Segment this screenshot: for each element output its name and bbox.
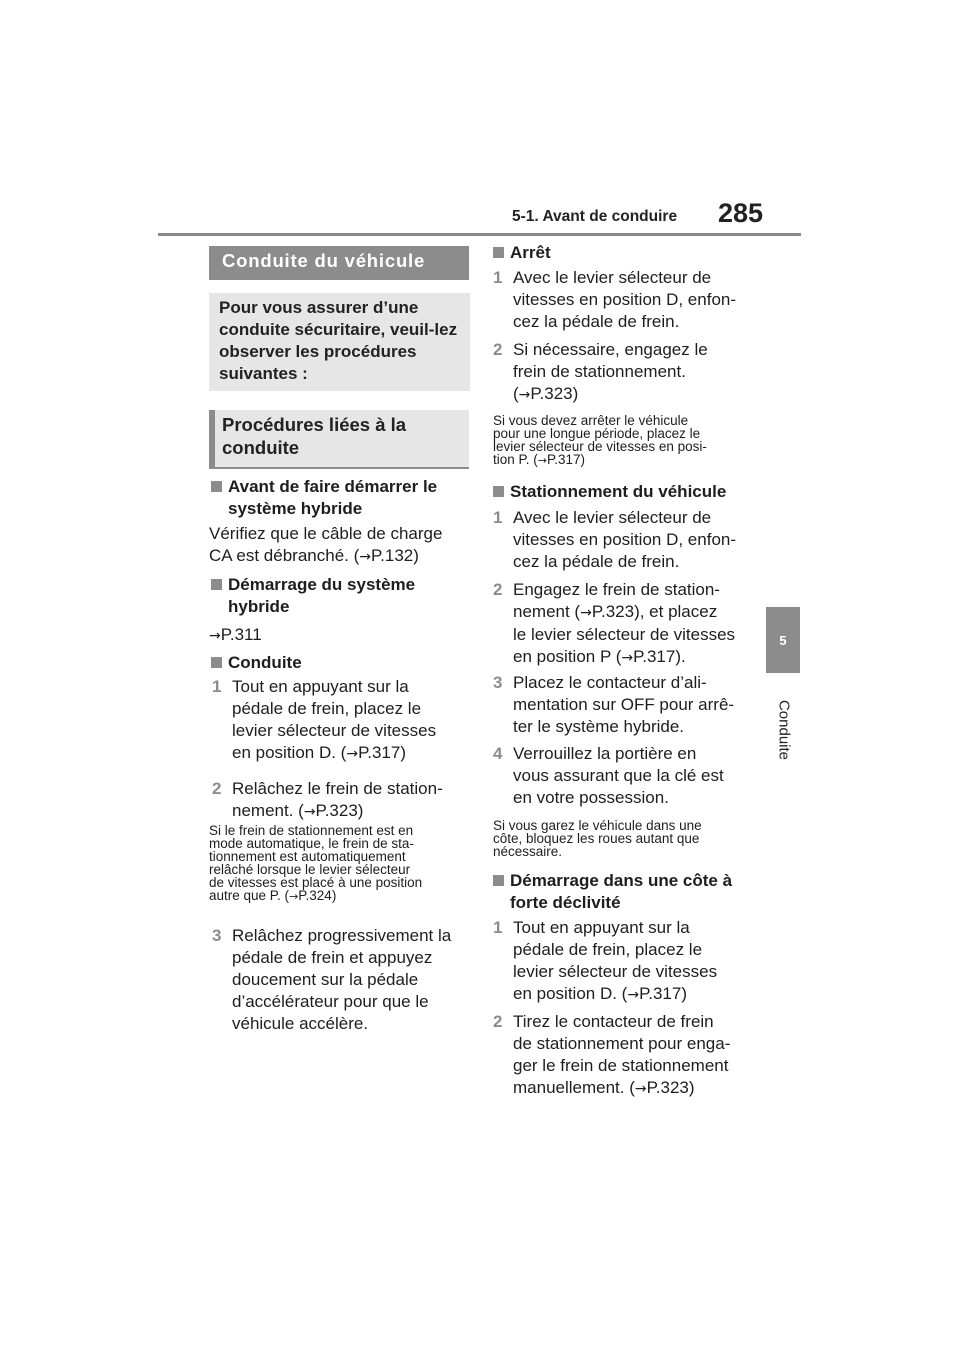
square-bullet-icon (211, 579, 222, 590)
page-reference[interactable]: P.317) (547, 452, 586, 467)
step (493, 339, 758, 407)
text-line: d’accélérateur pour que le (232, 992, 429, 1011)
chapter-number: 5 (779, 632, 787, 648)
subtitle-accent-bar (209, 410, 215, 468)
text-line: Avec le levier sélecteur de (513, 268, 712, 287)
page-reference[interactable]: P.317). (633, 647, 686, 666)
note-line: de vitesses est placé à une position (209, 875, 423, 890)
section-heading (510, 870, 760, 914)
section-heading (228, 652, 468, 674)
section-heading-text: Démarrage dans une côte à forte déclivité (510, 871, 733, 912)
step-number: 2 (493, 580, 503, 599)
step (493, 579, 758, 669)
step-number: 2 (493, 340, 503, 359)
text-line: vitesses en position D, enfon- (513, 530, 737, 549)
step-number: 4 (493, 744, 503, 763)
page-reference[interactable]: P.324) (298, 888, 337, 903)
text-line: Placez le contacteur d’ali- (513, 673, 707, 692)
page-reference[interactable]: P.317) (358, 743, 406, 762)
square-bullet-icon (493, 486, 504, 497)
arrow-right-icon: → (303, 804, 316, 820)
text-line: manuellement. (→P.323) (513, 1078, 695, 1097)
page-number: 285 (718, 198, 764, 228)
step-number: 3 (212, 926, 222, 945)
text-line: véhicule accélère. (232, 1014, 369, 1033)
square-bullet-icon (493, 247, 504, 258)
note-line: Si vous garez le véhicule dans une (493, 818, 702, 833)
note (493, 414, 707, 467)
main-title: Conduite du véhicule (209, 246, 469, 280)
page-reference[interactable]: P.323) (646, 1078, 695, 1097)
step-number: 2 (212, 779, 222, 798)
step-number: 1 (493, 268, 503, 287)
step (212, 676, 472, 768)
text-line: levier sélecteur de vitesses (232, 721, 437, 740)
page-reference[interactable]: P.323) (530, 384, 579, 403)
page-reference[interactable]: P.323), et placez (591, 602, 718, 621)
text-line: cez la pédale de frein. (513, 312, 680, 331)
section-heading (228, 574, 468, 618)
header-divider (158, 233, 801, 236)
text-line: Si nécessaire, engagez le (513, 340, 708, 359)
arrow-right-icon: → (518, 387, 531, 403)
step (212, 925, 472, 1037)
text-line: mentation sur OFF pour arrê- (513, 695, 735, 714)
text-line: frein de stationnement. (513, 362, 686, 381)
step (493, 672, 758, 740)
text-line: vitesses en position D, enfon- (513, 290, 737, 309)
section-heading-text: Avant de faire démarrer le système hybride (228, 477, 438, 518)
text-line: en position P (→P.317). (513, 647, 686, 666)
step (493, 267, 758, 335)
square-bullet-icon (211, 657, 222, 668)
subtitle-box (209, 410, 469, 468)
note (493, 819, 702, 858)
text-line: CA est débranché. (→P.132) (209, 546, 419, 565)
text-line: Vérifiez que le câble de charge (209, 524, 443, 543)
text-line: nement (→P.323), et placez (513, 602, 718, 621)
section-heading (510, 242, 750, 264)
note-line: levier sélecteur de vitesses en posi- (493, 439, 707, 454)
note-line: tionnement est automatiquement (209, 849, 406, 864)
intro-text: Pour vous assurer d’une conduite sécuritaire, veuil-lez observer les procédures suivantes : (219, 298, 458, 383)
section-heading (228, 476, 468, 520)
text-line: le levier sélecteur de vitesses (513, 625, 736, 644)
text-line: en votre possession. (513, 788, 669, 807)
note-line: Si le frein de stationnement est en (209, 823, 414, 838)
text-line: ger le frein de stationnement (513, 1056, 729, 1075)
text-line: en position D. (→P.317) (232, 743, 406, 762)
page-reference[interactable]: P.317) (639, 984, 687, 1003)
note (209, 824, 422, 903)
text-line: de stationnement pour enga- (513, 1034, 731, 1053)
step-number: 1 (493, 918, 503, 937)
arrow-right-icon: → (209, 628, 221, 644)
subtitle-text: Procédures liées à la conduite (222, 414, 407, 458)
text-line: vous assurant que la clé est (513, 766, 724, 785)
text-line: pédale de frein, placez le (513, 940, 703, 959)
section-heading-text: Arrêt (510, 243, 551, 262)
chapter-tab[interactable] (766, 607, 800, 673)
text-line: (→P.323) (513, 384, 579, 403)
arrow-right-icon: → (627, 987, 640, 1003)
text-line: en position D. (→P.317) (513, 984, 687, 1003)
step (493, 743, 758, 811)
section-heading (510, 481, 760, 503)
text-line: nement. (→P.323) (232, 801, 364, 820)
step-number: 3 (493, 673, 503, 692)
step (493, 917, 758, 1007)
square-bullet-icon (493, 875, 504, 886)
text-line: ter le système hybride. (513, 717, 685, 736)
arrow-right-icon: → (359, 549, 371, 565)
note-line: côte, bloquez les roues autant que (493, 831, 700, 846)
text-line: Tout en appuyant sur la (513, 918, 690, 937)
note-line: autre que P. (→P.324) (209, 888, 337, 903)
text-line: doucement sur la pédale (232, 970, 419, 989)
note-line: mode automatique, le frein de sta- (209, 836, 414, 851)
text-line: Engagez le frein de station- (513, 580, 720, 599)
note-line: nécessaire. (493, 844, 563, 859)
step-number: 1 (212, 677, 222, 696)
text-line: Relâchez le frein de station- (232, 779, 443, 798)
paragraph (209, 523, 442, 568)
reference-line (209, 624, 262, 647)
text-line: levier sélecteur de vitesses (513, 962, 718, 981)
text-line: Tout en appuyant sur la (232, 677, 409, 696)
text-line: pédale de frein, placez le (232, 699, 422, 718)
section-heading-text: Démarrage du système hybride (228, 575, 416, 616)
text-line: Tirez le contacteur de frein (513, 1012, 714, 1031)
step (493, 507, 758, 575)
text-line: Verrouillez la portière en (513, 744, 697, 763)
step-number: 1 (493, 508, 503, 527)
note-line: Si vous devez arrêter le véhicule (493, 413, 689, 428)
note-line: tion P. (→P.317) (493, 452, 586, 467)
page-reference[interactable]: P.323) (315, 801, 364, 820)
chapter-label-text: Conduite (775, 699, 793, 761)
note-line: relâché lorsque le levier sélecteur (209, 862, 411, 877)
page-reference[interactable]: P.311 (220, 625, 262, 644)
arrow-right-icon: → (634, 1081, 647, 1097)
text-line: pédale de frein et appuyez (232, 948, 433, 967)
text-line: cez la pédale de frein. (513, 552, 680, 571)
step (212, 778, 472, 824)
arrow-right-icon: → (346, 746, 359, 762)
square-bullet-icon (211, 481, 222, 492)
intro-box (209, 293, 470, 391)
section-title: 5-1. Avant de conduire (512, 208, 678, 225)
chapter-label (764, 685, 804, 775)
page-reference[interactable]: P.132) (371, 546, 419, 565)
text-line: Relâchez progressivement la (232, 926, 452, 945)
section-heading-text: Conduite (228, 653, 302, 672)
arrow-right-icon: → (289, 890, 299, 903)
arrow-right-icon: → (580, 605, 592, 621)
text-line: Avec le levier sélecteur de (513, 508, 712, 527)
arrow-right-icon: → (621, 650, 634, 666)
step (493, 1011, 758, 1101)
arrow-right-icon: → (537, 454, 547, 467)
subtitle-rule (209, 467, 469, 469)
note-line: pour une longue période, placez le (493, 426, 701, 441)
section-heading-text: Stationnement du véhicule (510, 482, 727, 501)
step-number: 2 (493, 1012, 503, 1031)
